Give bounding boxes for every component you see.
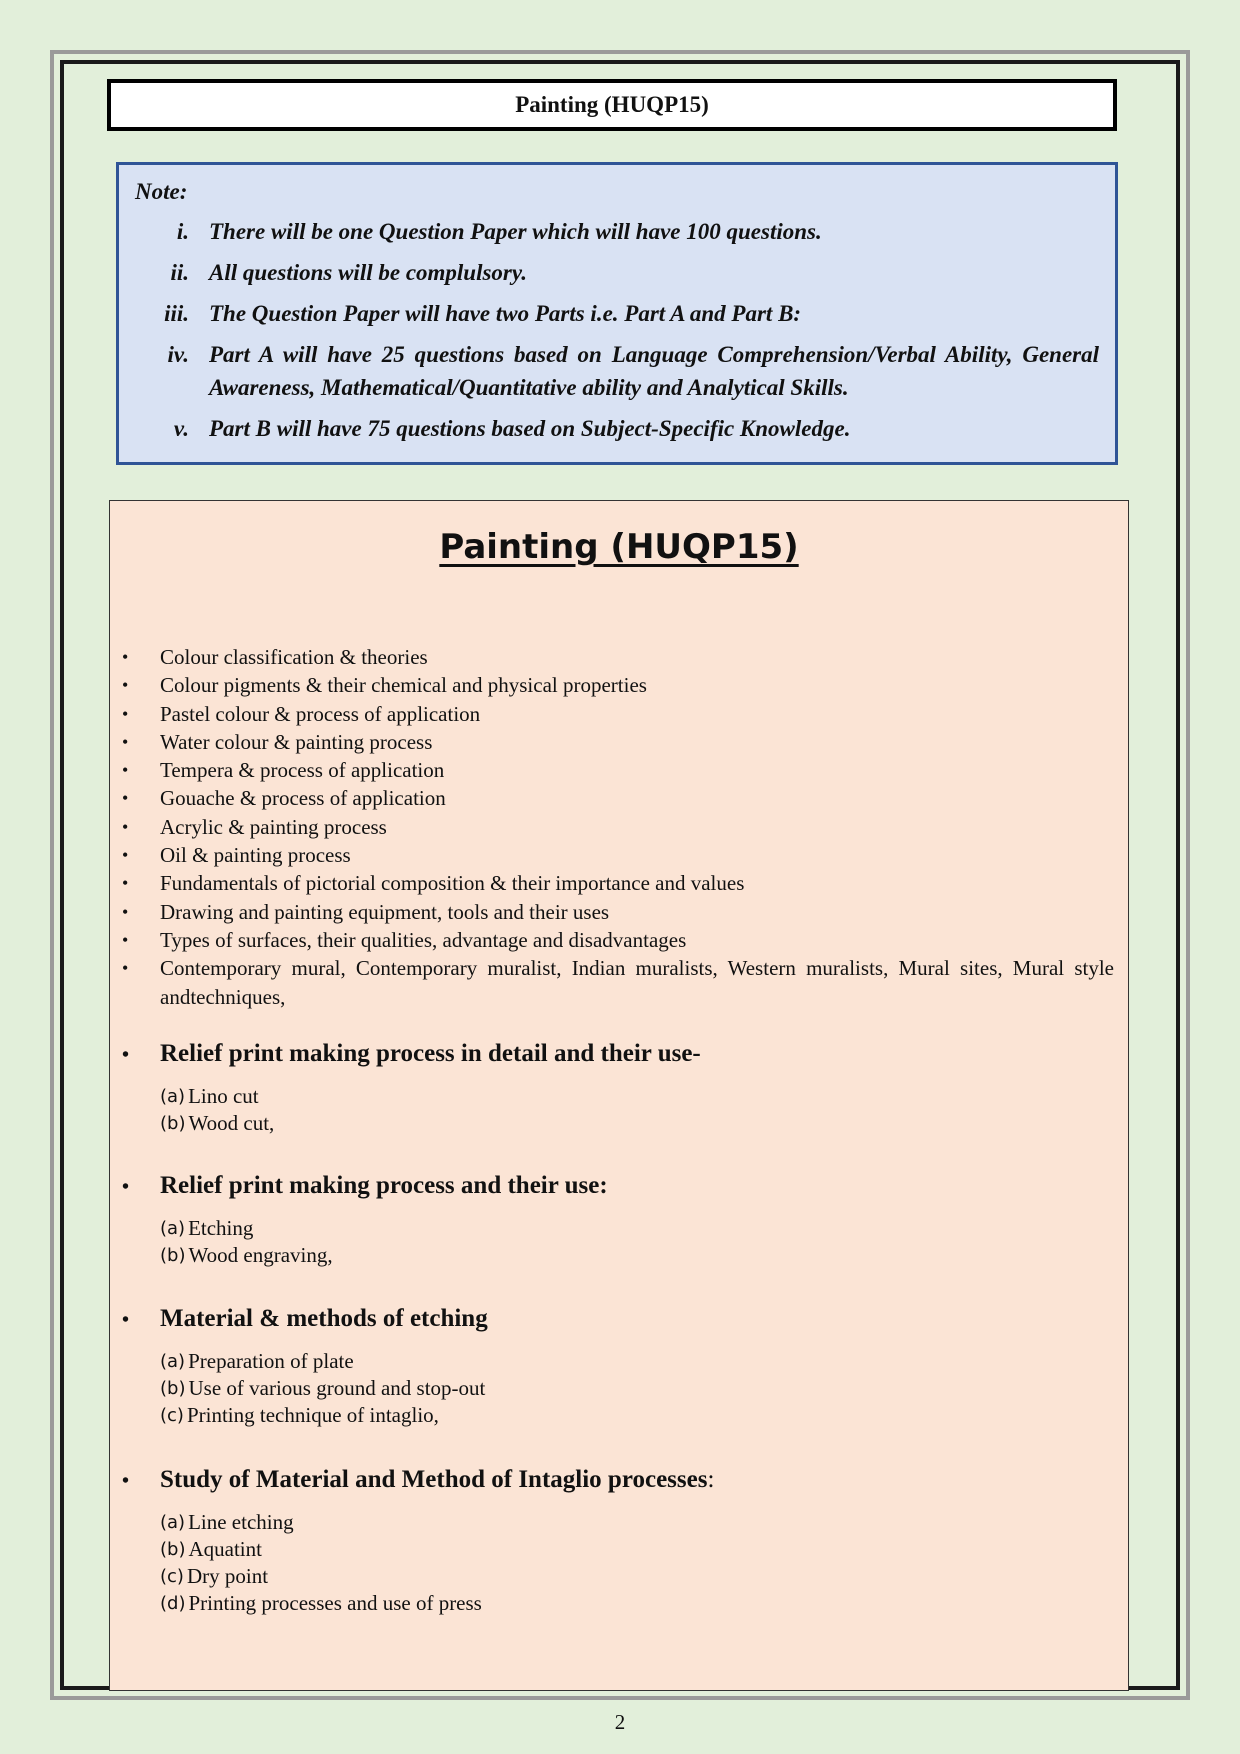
sub-item-label: (b)	[160, 1113, 186, 1134]
sub-item-text: Line etching	[188, 1510, 294, 1534]
group-heading	[110, 1302, 1128, 1336]
sub-list	[110, 1215, 1128, 1269]
note-item-text: Part A will have 25 questions based on Language Comprehension/Verbal Ability, General Awareness, Mathematical/Quantitative ability and Analytical Skills.	[209, 342, 1099, 400]
bullet-icon: •	[122, 760, 129, 781]
bullet-icon: •	[122, 1470, 130, 1492]
sub-item	[110, 1590, 1128, 1617]
sub-item	[110, 1348, 1128, 1375]
sub-item-label: (a)	[160, 1512, 186, 1533]
bullet-icon: •	[122, 901, 129, 922]
topic-item	[110, 813, 1128, 841]
sub-item-text: Aquatint	[188, 1537, 262, 1561]
sub-item	[110, 1242, 1128, 1269]
sub-item	[110, 1215, 1128, 1242]
sub-item	[110, 1509, 1128, 1536]
bullet-icon: •	[122, 1309, 130, 1331]
note-item-text: All questions will be complulsory.	[209, 260, 527, 285]
sub-item-text: Wood engraving,	[188, 1243, 333, 1267]
sub-item	[110, 1536, 1128, 1563]
topic-text: Drawing and painting equipment, tools and their uses	[160, 899, 610, 924]
group-heading-text: Study of Material and Method of Intaglio processes	[160, 1466, 708, 1493]
note-item	[135, 412, 1099, 445]
note-item	[135, 256, 1099, 289]
bullet-icon: •	[122, 816, 129, 837]
sub-item-text: Etching	[188, 1216, 254, 1240]
topic-text: Types of surfaces, their qualities, advantage and disadvantages	[160, 927, 687, 952]
syllabus-title: Painting (HUQP15)	[439, 527, 799, 567]
group-heading	[110, 1037, 1128, 1071]
note-box	[116, 162, 1118, 465]
topic-text: Oil & painting process	[160, 843, 351, 868]
bullet-icon: •	[122, 647, 129, 667]
group-heading-text: Relief print making process and their use:	[160, 1172, 608, 1199]
topic-group	[110, 1037, 1128, 1137]
sub-item	[110, 1375, 1128, 1402]
sub-item	[110, 1083, 1128, 1110]
sub-item-label: (c)	[160, 1405, 184, 1426]
note-item-text: Part B will have 75 questions based on Subject-Specific Knowledge.	[209, 416, 851, 441]
note-item	[135, 297, 1099, 330]
note-item-number: v.	[173, 416, 189, 441]
note-item	[135, 215, 1099, 248]
bullet-icon: •	[122, 929, 129, 950]
topic-text: Colour pigments & their chemical and physical properties	[160, 673, 647, 698]
topic-item	[110, 643, 1128, 671]
topic-item	[110, 926, 1128, 954]
sub-list	[110, 1509, 1128, 1617]
topic-item	[110, 898, 1128, 926]
bullet-icon: •	[122, 1176, 130, 1198]
sub-item-text: Dry point	[186, 1564, 269, 1588]
sub-item-text: Preparation of plate	[188, 1349, 354, 1373]
bullet-icon: •	[122, 958, 129, 979]
bullet-icon: •	[122, 675, 129, 696]
topic-group	[110, 1463, 1128, 1617]
page-number: 2	[614, 1710, 626, 1734]
group-heading	[110, 1169, 1128, 1203]
sub-item-label: (a)	[160, 1218, 186, 1239]
topic-item	[110, 728, 1128, 756]
sub-item-label: (b)	[160, 1245, 186, 1266]
topic-item	[110, 954, 1128, 1011]
topic-text: Water colour & painting process	[160, 729, 433, 754]
note-item-number: iii.	[164, 301, 189, 326]
topic-item	[110, 869, 1128, 897]
sub-list	[110, 1083, 1128, 1137]
sub-item-text: Use of various ground and stop-out	[188, 1376, 486, 1400]
bullet-icon: •	[122, 1044, 130, 1066]
syllabus-box	[109, 500, 1129, 1691]
topic-item	[110, 671, 1128, 699]
sub-item	[110, 1563, 1128, 1590]
note-item-number: ii.	[170, 260, 189, 285]
sub-item-text: Wood cut,	[188, 1111, 275, 1135]
topic-text: Colour classification & theories	[160, 645, 428, 669]
group-heading-text: Material & methods of etching	[160, 1305, 488, 1332]
topic-text: Fundamentals of pictorial composition & their importance and values	[160, 871, 745, 896]
note-item-number: iv.	[167, 342, 189, 367]
topic-group	[110, 1302, 1128, 1429]
topic-item	[110, 700, 1128, 728]
bullet-icon: •	[122, 788, 129, 809]
sub-item-label: (a)	[160, 1351, 186, 1372]
topic-group	[110, 1169, 1128, 1269]
sub-item-label: (b)	[160, 1378, 186, 1399]
topic-list	[110, 643, 1128, 1011]
sub-list	[110, 1348, 1128, 1429]
bullet-icon: •	[122, 703, 129, 724]
topic-text: Acrylic & painting process	[160, 814, 387, 839]
topic-text: Gouache & process of application	[160, 786, 446, 811]
note-item-text: The Question Paper will have two Parts i.e. Part A and Part B:	[209, 301, 802, 326]
topic-text: Contemporary mural, Contemporary muralist, Indian muralists, Western muralists, Mural sites, Mural style andtechniques,	[160, 956, 1114, 1009]
sub-item-label: (d)	[160, 1593, 186, 1614]
bullet-icon: •	[122, 731, 129, 752]
sub-item-text: Lino cut	[188, 1084, 259, 1108]
group-heading-tail: :	[707, 1466, 715, 1493]
note-item-number: i.	[176, 219, 189, 244]
topic-item	[110, 841, 1128, 869]
topic-text: Tempera & process of application	[160, 758, 445, 783]
note-item-text: There will be one Question Paper which will have 100 questions.	[209, 219, 822, 244]
note-item	[135, 338, 1099, 404]
sub-item	[110, 1402, 1128, 1429]
header-title-box	[107, 79, 1117, 131]
sub-item-text: Printing processes and use of press	[188, 1591, 482, 1615]
topic-text: Pastel colour & process of application	[160, 701, 481, 726]
sub-item-label: (a)	[160, 1086, 186, 1107]
group-heading-text: Relief print making process in detail and their use-	[160, 1040, 701, 1067]
sub-item	[110, 1110, 1128, 1137]
topic-item	[110, 756, 1128, 784]
group-heading	[110, 1463, 1128, 1497]
topic-item	[110, 784, 1128, 812]
bullet-icon: •	[122, 873, 129, 894]
sub-item-label: (b)	[160, 1539, 186, 1560]
header-title: Painting (HUQP15)	[515, 92, 709, 117]
sub-item-label: (c)	[160, 1566, 184, 1587]
bullet-icon: •	[122, 845, 129, 866]
sub-item-text: Printing technique of intaglio,	[186, 1403, 439, 1427]
note-heading: Note:	[135, 179, 188, 204]
